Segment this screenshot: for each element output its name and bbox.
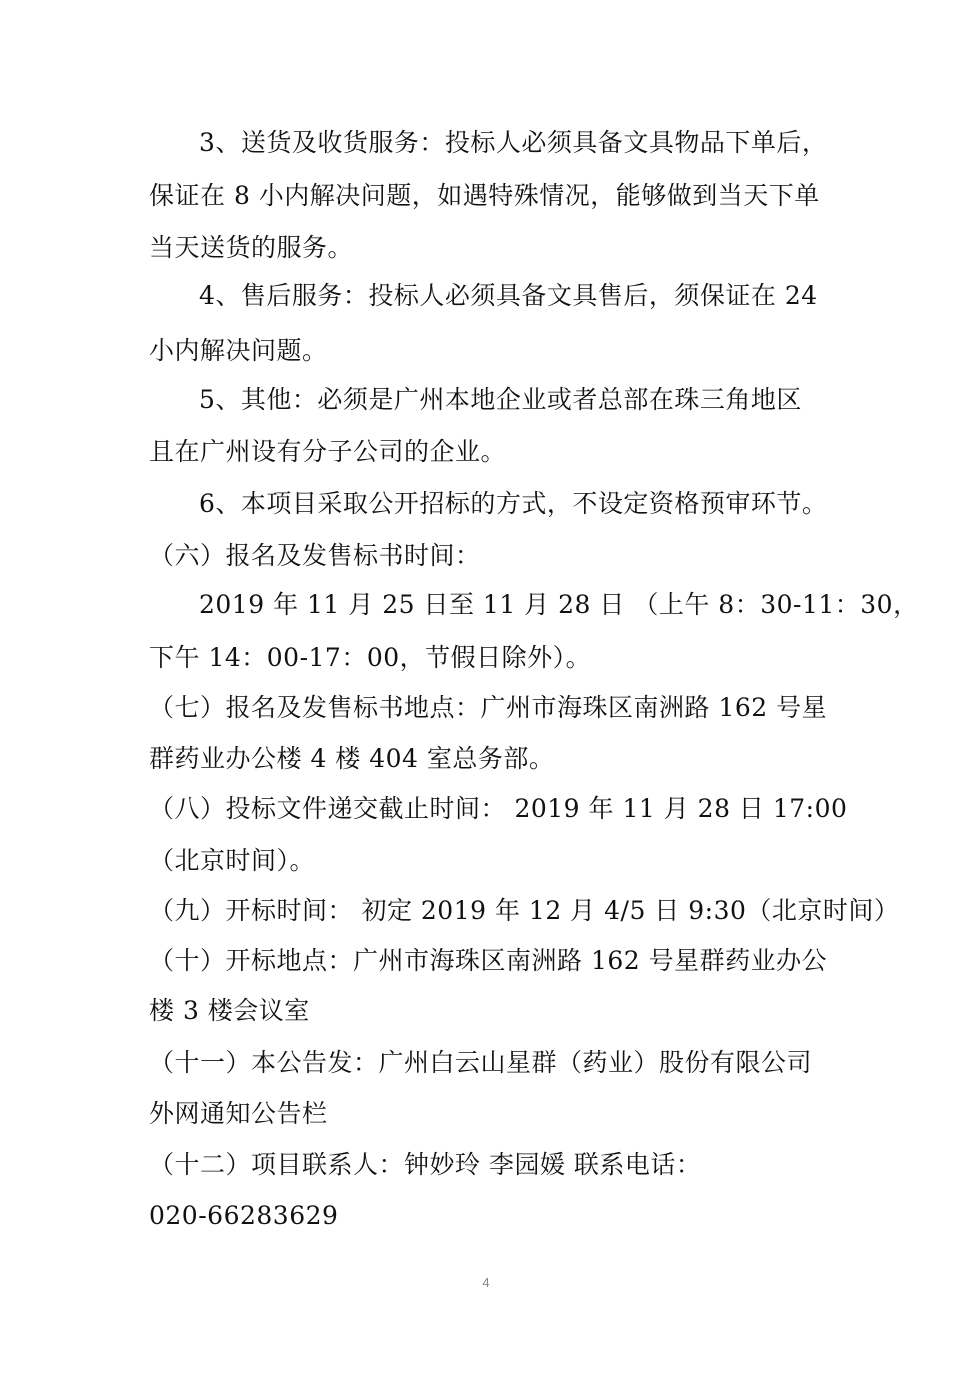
contact-phone-line: 020-66283629 bbox=[149, 1201, 339, 1230]
tender-method-line: 6、本项目采取公开招标的方式，不设定资格预审环节。 bbox=[199, 489, 828, 518]
registration-time-line-1: 2019 年 11 月 25 日至 11 月 28 日 （上午 8：30-11：30， bbox=[199, 590, 919, 619]
after-sales-line-2: 小内解决问题。 bbox=[149, 336, 328, 365]
other-requirement-line-2: 且在广州设有分子公司的企业。 bbox=[149, 437, 507, 466]
delivery-service-line-3: 当天送货的服务。 bbox=[149, 233, 354, 262]
opening-place-line-1: （十）开标地点：广州市海珠区南洲路 162 号星群药业办公 bbox=[149, 946, 828, 975]
page-number: 4 bbox=[482, 1275, 490, 1290]
contact-line-1: （十二）项目联系人：钟妙玲 李园媛 联系电话： bbox=[149, 1150, 702, 1179]
after-sales-line-1: 4、售后服务：投标人必须具备文具售后，须保证在 24 bbox=[199, 281, 818, 310]
registration-place-line-1: （七）报名及发售标书地点：广州市海珠区南洲路 162 号星 bbox=[149, 693, 828, 722]
registration-time-heading: （六）报名及发售标书时间： bbox=[149, 541, 481, 570]
announcement-line-2: 外网通知公告栏 bbox=[149, 1099, 328, 1128]
registration-time-line-2: 下午 14：00-17：00，节假日除外）。 bbox=[149, 643, 592, 672]
announcement-line-1: （十一）本公告发：广州白云山星群（药业）股份有限公司 bbox=[149, 1048, 813, 1077]
submission-deadline-line-1: （八）投标文件递交截止时间： 2019 年 11 月 28 日 17:00 bbox=[149, 794, 848, 823]
delivery-service-line-2: 保证在 8 小内解决问题，如遇特殊情况，能够做到当天下单 bbox=[149, 181, 820, 210]
opening-place-line-2: 楼 3 楼会议室 bbox=[149, 996, 310, 1025]
opening-time-line: （九）开标时间： 初定 2019 年 12 月 4/5 日 9:30（北京时间） bbox=[149, 896, 900, 925]
delivery-service-line-1: 3、送货及收货服务：投标人必须具备文具物品下单后， bbox=[199, 128, 828, 157]
other-requirement-line-1: 5、其他：必须是广州本地企业或者总部在珠三角地区 bbox=[199, 385, 802, 414]
registration-place-line-2: 群药业办公楼 4 楼 404 室总务部。 bbox=[149, 744, 555, 773]
submission-deadline-line-2: （北京时间）。 bbox=[149, 846, 316, 875]
